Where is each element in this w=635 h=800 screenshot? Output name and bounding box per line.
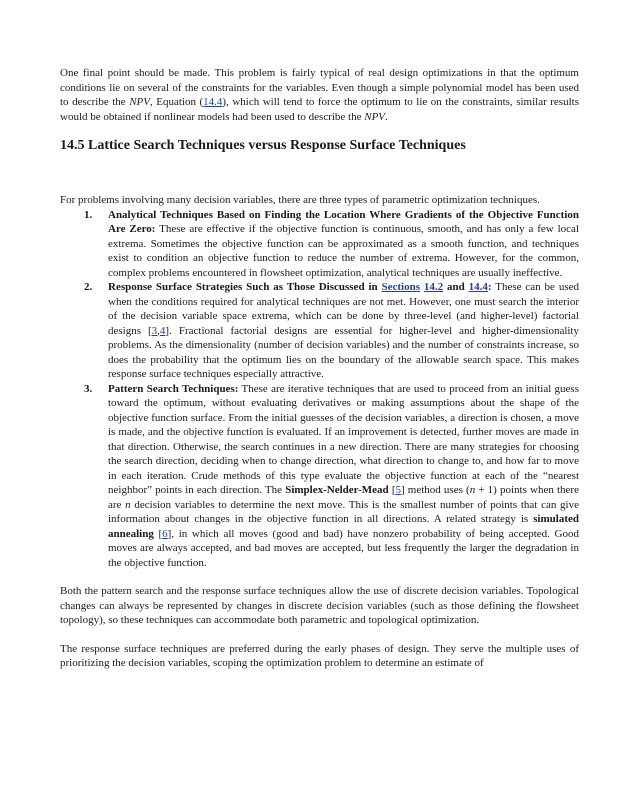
lead-paragraph: For problems involving many decision variables, there are three types of parametric optimization techniques.: [60, 194, 540, 206]
list-number: 3.: [84, 382, 93, 395]
reference-link-5[interactable]: 5: [395, 484, 401, 496]
equation-link[interactable]: 14.4: [203, 96, 223, 108]
list-item-body: These can be used when the conditions required for analytical techniques are not met. However, one must search the interior of the decision variable space extrema, which can be done by three-level (and higher-level) factorial designs [: [108, 281, 579, 337]
intro-text: One final point should be made. This problem is fairly typical of real design optimizations in that the optimum conditions lie on several of the constraints for the variables. Even though a simple polynomial model has been used to describe the: [60, 67, 579, 108]
intro-text: , Equation (: [149, 96, 204, 108]
list-item-body: + 1) points when there are: [108, 484, 579, 511]
sections-link[interactable]: Sections: [381, 281, 420, 293]
body-paragraph: Both the pattern search and the response surface techniques allow the use of discrete decision variables. Topological changes can always be represented by changes in discrete decision variables (such as those defining the flowsheet topology), so these techniques can accommodate both parametric and topological optimization.: [60, 585, 579, 626]
document-page: [60, 66, 579, 671]
variable-n: n: [469, 484, 476, 496]
npv-term: NPV: [129, 96, 150, 108]
list-item-body: [: [388, 484, 396, 496]
section-heading: 14.5 Lattice Search Techniques versus Response Surface Techniques: [60, 138, 466, 153]
list-item-title: [108, 281, 492, 293]
npv-term: NPV: [364, 110, 386, 123]
list-item-body: ,: [157, 324, 160, 337]
title-text: and: [443, 281, 469, 293]
intro-text: .: [385, 110, 388, 123]
list-item-body: ], in which all moves (good and bad) have nonzero probability of being accepted. Good moves are always accepted, and bad moves are accepted, but less frequently the larger the degradation in the objective function.: [108, 527, 579, 569]
reference-link-3[interactable]: 3: [151, 324, 158, 337]
list-item-body: These are effective if the objective function is continuous, smooth, and has only a few local extrema. Sometimes the objective function can be approximated as a smooth function, and techniques exist to condition an objective function to reduce the number of extrema. However, for the common, complex problems encountered in flowsheet optimization, analytical techniques are usually ineffective.: [108, 223, 579, 279]
reference-link-4[interactable]: 4: [159, 324, 166, 337]
intro-paragraph: [60, 66, 579, 124]
intro-text: ), which will tend to force the optimum to lie on the constraints, similar results would be obtained if nonlinear models had been used to describe the: [60, 96, 579, 123]
annealing-term: simulated annealing: [108, 513, 579, 540]
list-item-body: ] method uses (: [400, 484, 470, 496]
simplex-term: Simplex-Nelder-Mead: [285, 484, 389, 496]
list-number: 2.: [84, 281, 93, 293]
variable-n: n: [125, 498, 131, 511]
list-item-title: Analytical Techniques Based on Finding the Location Where Gradients of the Objective Function Are Zero:: [108, 208, 579, 235]
list-item-body: decision variables to determine the next move. This is the smallest number of points that can give information about changes in the objective function in all directions. A related strategy is: [108, 498, 579, 525]
technique-list: [60, 208, 579, 571]
section-14-2-link[interactable]: 14.2: [423, 281, 444, 293]
list-item-body: [: [153, 527, 163, 540]
reference-link-6[interactable]: 6: [162, 527, 168, 540]
title-text: Response Surface Strategies Such as Those Discussed in: [108, 281, 382, 293]
list-item-response-surface: [60, 280, 579, 382]
section-14-4-link[interactable]: 14.4: [468, 281, 488, 293]
list-item-body: These are iterative techniques that are used to proceed from an initial guess toward the optimum, without evaluating derivatives or making assumptions about the shape of the objective function surface. From the initial guesses of the decision variables, a direction is chosen, a move is made, and the objective function is evaluated. If an improvement is detected, further moves are made in that direction. Otherwise, the search continues in a new direction. There are many strategies for choosing the search direction, deciding when to change direction, what direction to change to, and how far to move in each iteration. Crude methods of this type evaluate the objective function at each of the “nearest neighbor” points in each direction. The: [108, 382, 579, 496]
list-item-analytical: [60, 208, 579, 281]
title-text: :: [487, 281, 492, 293]
list-item-body: ]. Fractional factorial designs are essential for higher-level and higher-dimensionality problems. As the dimensionality (number of decision variables) and the number of constraints increase, so does the probability that the optimum lies on the boundary of the allowable search space. This makes response surface techniques especially attractive.: [108, 324, 579, 380]
list-number: 1.: [84, 208, 93, 221]
list-item-title: Pattern Search Techniques:: [108, 382, 239, 395]
body-paragraph: The response surface techniques are preferred during the early phases of design. They serve the multiple uses of prioritizing the decision variables, scoping the optimization problem to determine an estimate of: [60, 642, 579, 669]
list-item-pattern-search: [60, 382, 579, 571]
